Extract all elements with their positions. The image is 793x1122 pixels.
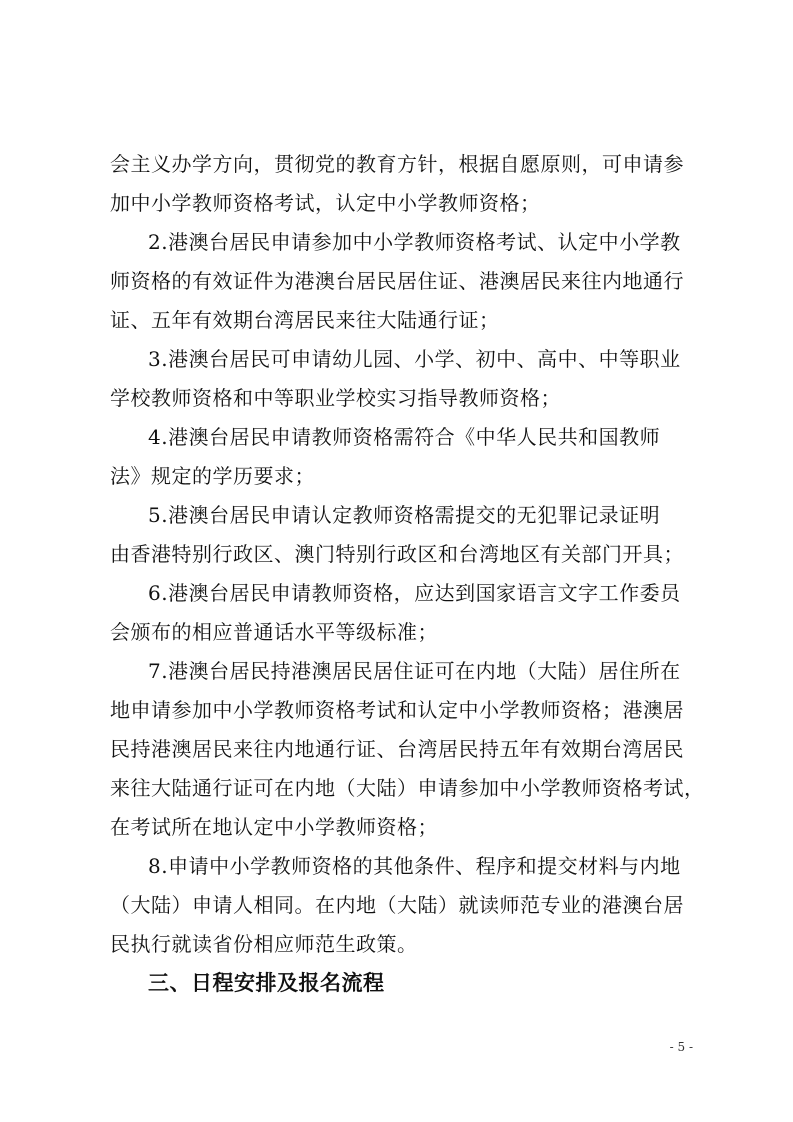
paragraph-line: 7.港澳台居民持港澳居民居住证可在内地（大陆）居住所在 bbox=[148, 659, 681, 683]
paragraph-line: 师资格的有效证件为港澳台居民居住证、港澳居民来往内地通行 bbox=[110, 269, 684, 293]
paragraph-line: 2.港澳台居民申请参加中小学教师资格考试、认定中小学教 bbox=[148, 230, 681, 254]
paragraph-line: 地申请参加中小学教师资格考试和认定中小学教师资格；港澳居 bbox=[110, 698, 684, 722]
paragraph-line: 4.港澳台居民申请教师资格需符合《中华人民共和国教师 bbox=[148, 425, 661, 449]
paragraph-line: 由香港特别行政区、澳门特别行政区和台湾地区有关部门开具； bbox=[110, 542, 684, 566]
page-number: - 5 - bbox=[669, 1040, 693, 1054]
paragraph-line: 会主义办学方向，贯彻党的教育方针，根据自愿原则，可申请参 bbox=[110, 152, 684, 176]
paragraph-line: （大陆）申请人相同。在内地（大陆）就读师范专业的港澳台居 bbox=[110, 893, 684, 917]
paragraph-line: 会颁布的相应普通话水平等级标准； bbox=[110, 620, 438, 644]
paragraph-line: 证、五年有效期台湾居民来往大陆通行证； bbox=[110, 308, 500, 332]
paragraph-line: 学校教师资格和中等职业学校实习指导教师资格； bbox=[110, 386, 561, 410]
paragraph-line: 法》规定的学历要求； bbox=[110, 464, 315, 488]
paragraph-line: 6.港澳台居民申请教师资格，应达到国家语言文字工作委员 bbox=[148, 581, 681, 605]
paragraph-line: 8.申请中小学教师资格的其他条件、程序和提交材料与内地 bbox=[148, 854, 681, 878]
paragraph-line: 在考试所在地认定中小学教师资格； bbox=[110, 815, 438, 839]
paragraph-line: 民持港澳居民来往内地通行证、台湾居民持五年有效期台湾居民 bbox=[110, 737, 684, 761]
paragraph-line: 民执行就读省份相应师范生政策。 bbox=[110, 932, 418, 956]
section-heading: 三、日程安排及报名流程 bbox=[148, 971, 385, 995]
paragraph-line: 5.港澳台居民申请认定教师资格需提交的无犯罪记录证明 bbox=[148, 503, 661, 527]
paragraph-line: 加中小学教师资格考试，认定中小学教师资格； bbox=[110, 191, 541, 215]
paragraph-line: 来往大陆通行证可在内地（大陆）申请参加中小学教师资格考试， bbox=[110, 776, 705, 800]
paragraph-line: 3.港澳台居民可申请幼儿园、小学、初中、高中、中等职业 bbox=[148, 347, 681, 371]
